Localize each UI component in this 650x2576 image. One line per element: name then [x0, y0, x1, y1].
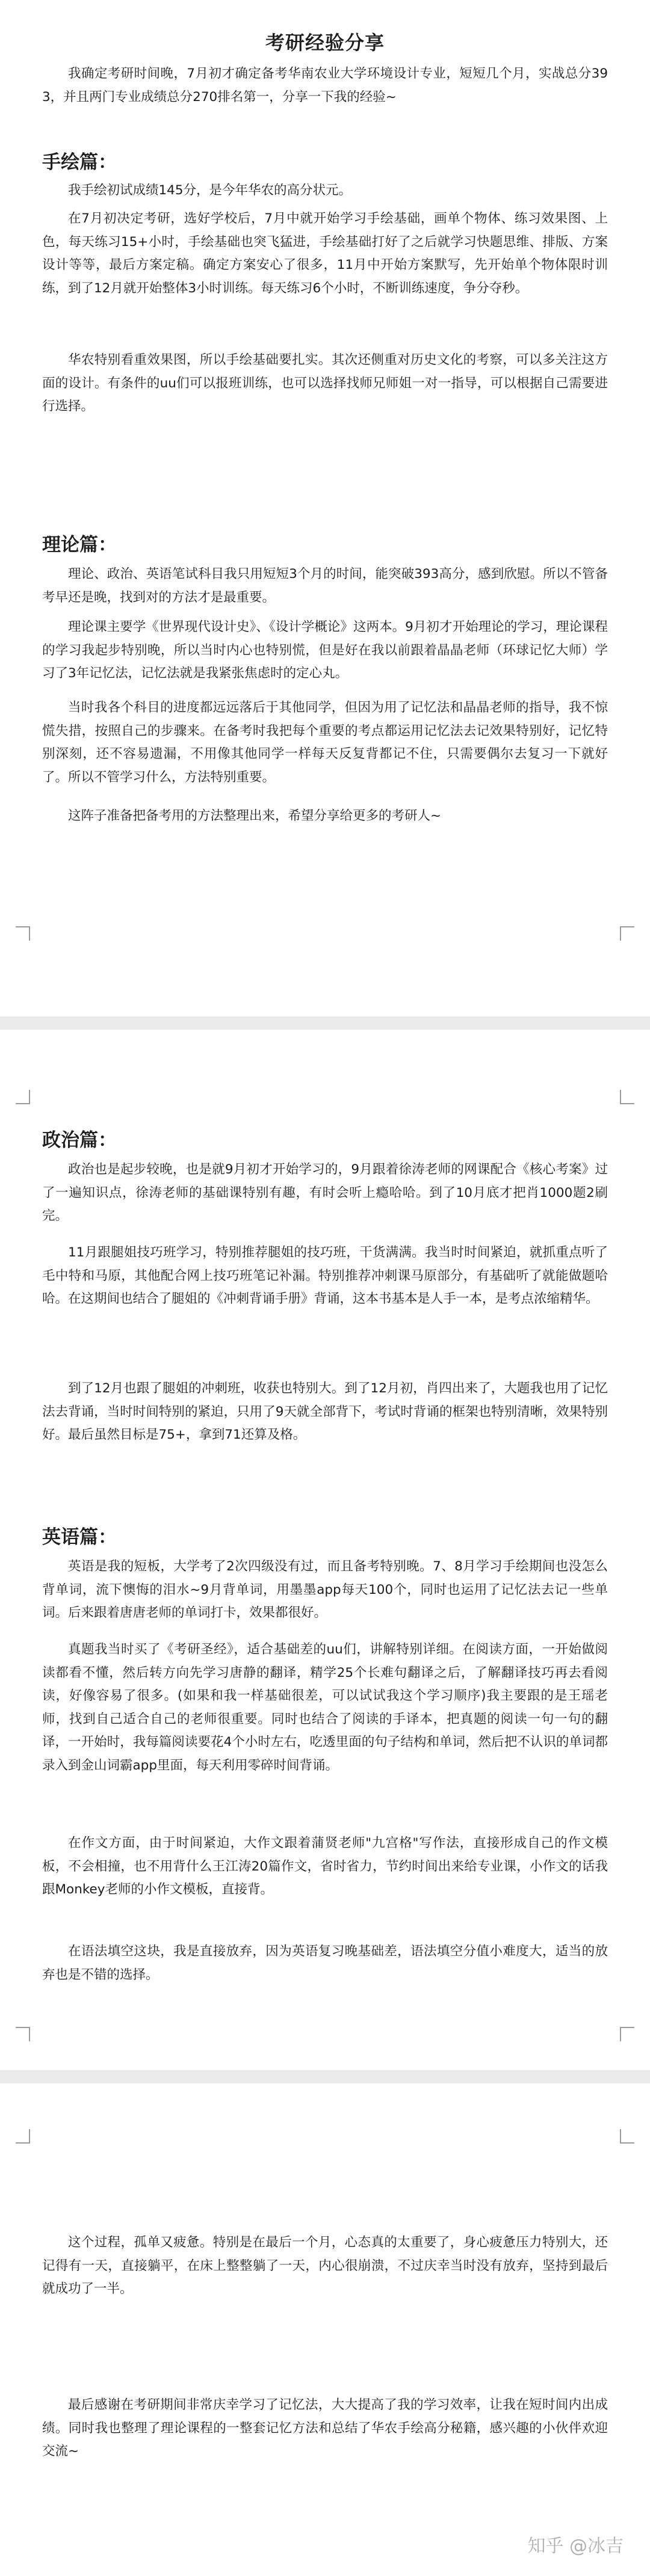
- page-corner-mark: [16, 2027, 30, 2041]
- closing-paragraph-2: 最后感谢在考研期间非常庆幸学习了记忆法，大大提高了我的学习效率，让我在短时间内出成绩。同时我也整理了理论课程的一整套记忆方法和总结了华农手绘高分秘籍，感兴趣的小伙伴欢迎交流~: [42, 2397, 608, 2459]
- page-corner-mark: [16, 1090, 30, 1104]
- politics-paragraph-3: 到了12月也跟了腿姐的冲刺班，收获也特别大。到了12月初，肖四出来了，大题我也用了记忆法去背诵，当时时间特别的紧迫，只用了9天就全部背下，考试时背诵的框架也特别清晰，效果特别好。最后虽然目标是75+，拿到71还算及格。: [42, 1381, 608, 1442]
- english-paragraph-2: 真题我当时买了《考研圣经》，适合基础差的uu们，讲解特别详细。在阅读方面，一开始做阅读都看不懂，然后转方向先学习唐静的翻译，精学25个长难句翻译之后，了解翻译技巧再去看阅读，好像容易了很多。(如果和我一样基础很差，可以试试我这个学习顺序)我主要跟的是王瑶老师，找到自己适合自己的老师很重要。同时也结合了阅读的手译本，把真题的阅读一句一句的翻译，一开始时，我每篇阅读要花4个小时左右，吃透里面的句子结构和单词，然后把不认识的单词都录入到金山词霸app里面，每天利用零碎时间背诵。: [42, 1642, 608, 1773]
- politics-paragraph-2: 11月跟腿姐技巧班学习，特别推荐腿姐的技巧班，干货满满。我当时时间紧迫，就抓重点听了毛中特和马原，其他配合网上技巧班笔记补漏。特别推荐冲刺课马原部分，有基础听了就能做题哈哈。在这期间也结合了腿姐的《冲刺背诵手册》背诵，这本书基本是人手一本，是考点浓缩精华。: [42, 1245, 608, 1306]
- theory-paragraph-3: 当时我各个科目的进度都远远落后于其他同学，但因为用了记忆法和晶晶老师的指导，我不惊慌失措，按照自己的步骤来。在备考时我把每个重要的考点都运用记忆法去记效果特别好，记忆特别深刻，还不容易遗漏，不用像其他同学一样每天反复背都记不住，只需要偶尔去复习一下就好了。所以不管学习什么，方法特别重要。: [42, 700, 608, 785]
- hand-drawing-paragraph-3: 华农特别看重效果图，所以手绘基础要扎实。其次还侧重对历史文化的考察，可以多关注这方面的设计。有条件的uu们可以报班训练，也可以选择找师兄师姐一对一指导，可以根据自己需要进行选择。: [42, 352, 608, 414]
- page-gap-2: [0, 2070, 650, 2083]
- intro-paragraph: 我确定考研时间晚，7月初才确定备考华南农业大学环境设计专业，短短几个月，实战总分393，并且两门专业成绩总分270排名第一，分享一下我的经验~: [42, 66, 608, 105]
- politics-heading: 政治篇：: [42, 1130, 117, 1151]
- theory-paragraph-4: 这阵子准备把备考用的方法整理出来，希望分享给更多的考研人~: [68, 808, 442, 823]
- page-gap-1: [0, 1016, 650, 1030]
- page-corner-mark: [620, 1090, 634, 1104]
- closing-paragraph-1: 这个过程，孤单又疲惫。特别是在最后一个月，心态真的太重要了，身心疲惫压力特别大，还记得有一天，直接躺平，在床上整整躺了一天，内心很崩溃，不过庆幸当时没有放弃，坚持到最后就成功了一半。: [42, 2235, 608, 2296]
- english-paragraph-3: 在作文方面，由于时间紧迫，大作文跟着蒲贤老师"九宫格"写作法，直接形成自己的作文模板，不会相撞，也不用背什么王江涛20篇作文，省时省力，节约时间出来给专业课，小作文的话我跟Monkey老师的小作文模板，直接背。: [42, 1836, 608, 1897]
- hand-drawing-paragraph-1: 我手绘初试成绩145分，是今年华农的高分状元。: [68, 183, 352, 198]
- document-title: 考研经验分享: [265, 31, 385, 54]
- english-heading: 英语篇：: [42, 1526, 117, 1548]
- page-corner-mark: [620, 926, 634, 941]
- theory-paragraph-2: 理论课主要学《世界现代设计史》、《设计学概论》这两本。9月初才开始理论的学习，理论课程的学习我起步特别晚，所以当时内心也特别慌，但是好在我以前跟着晶晶老师（环球记忆大师）学习了3年记忆法，记忆法就是我紧张焦虑时的定心丸。: [42, 619, 608, 681]
- theory-paragraph-1: 理论、政治、英语笔试科目我只用短短3个月的时间，能突破393高分，感到欣慰。所以不管备考早还是晚，找到对的方法才是最重要。: [42, 567, 608, 605]
- english-paragraph-4: 在语法填空这块，我是直接放弃，因为英语复习晚基础差，语法填空分值小难度大，适当的放弃也是不错的选择。: [42, 1944, 608, 1982]
- document-page-3: [0, 2083, 650, 2576]
- english-paragraph-1: 英语是我的短板，大学考了2次四级没有过，而且备考特别晚。7、8月学习手绘期间也没怎么背单词，流下懊悔的泪水~9月背单词，用墨墨app每天100个，同时也运用了记忆法去记一些单词。后来跟着唐唐老师的单词打卡，效果都很好。: [42, 1559, 608, 1620]
- page-corner-mark: [620, 2027, 634, 2041]
- hand-drawing-paragraph-2: 在7月初决定考研，选好学校后，7月中就开始学习手绘基础，画单个物体、练习效果图、上色，每天练习15+小时，手绘基础也突飞猛进，手绘基础打好了之后就学习快题思维、排版、方案设计等等，最后方案定稿。确定方案安心了很多，11月中开始方案默写，先开始单个物体限时训练，到了12月就开始整体3小时训练。每天练习6个小时，不断训练速度，争分夺秒。: [42, 211, 608, 296]
- hand-drawing-heading: 手绘篇：: [42, 152, 117, 173]
- page-corner-mark: [620, 2129, 634, 2144]
- page-corner-mark: [16, 926, 30, 941]
- theory-heading: 理论篇：: [42, 534, 117, 556]
- zhihu-watermark: 知乎 @冰吉: [527, 2536, 624, 2557]
- politics-paragraph-1: 政治也是起步较晚，也是就9月初才开始学习的，9月跟着徐涛老师的网课配合《核心考案》过了一遍知识点，徐涛老师的基础课特别有趣，有时会听上瘾哈哈。到了10月底才把肖1000题2刷完。: [42, 1162, 608, 1223]
- page-corner-mark: [16, 2129, 30, 2144]
